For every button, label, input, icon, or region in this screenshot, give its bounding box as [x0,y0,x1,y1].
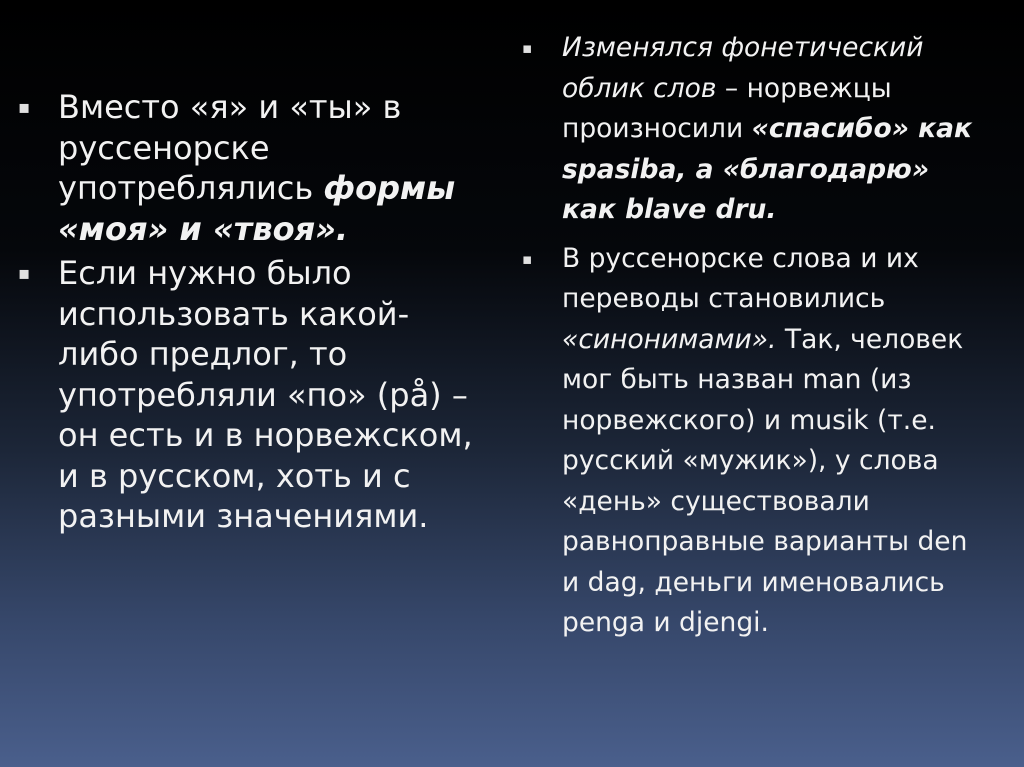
bullet-italic: Изменялся фонетический облик слов [562,32,924,104]
right-column [522,28,992,652]
square-bullet-icon: ▪ [18,97,31,118]
bullet-text: Вместо «я» и «ты» в руссенорске употреблялись [58,88,402,207]
bullet-emphasis: «спасибо» как spasiba, а «благодарю» как blave dru. [562,113,973,225]
bullet-italic: «синонимами». [562,323,777,355]
square-bullet-icon: ▪ [18,263,31,284]
bullet-text: Если нужно было использовать какой-либо предлог, то употребляли «по» (på) – он есть и в норвежском, и в русском, хоть и с разными значениями. [58,254,473,535]
bullet-emphasis: формы «моя» и «твоя». [58,169,456,248]
bullet-text-continued: Так, человек мог быть назван man (из норвежского) и musik (т.е. русский «мужик»), у слова «день» существовали равноправные варианты den и dag, деньги именовались penga и djengi. [562,323,968,638]
bullet-text: – норвежцы произносили [562,72,892,144]
bullet-text: В руссенорске слова и их переводы становились [562,242,919,314]
square-bullet-icon: ▪ [522,249,533,268]
bullet-synonyms [522,239,992,644]
bullet-forms [18,87,488,249]
left-column [18,87,488,541]
bullet-phonetics [522,28,992,231]
bullet-preposition [18,253,488,537]
square-bullet-icon: ▪ [522,39,533,57]
